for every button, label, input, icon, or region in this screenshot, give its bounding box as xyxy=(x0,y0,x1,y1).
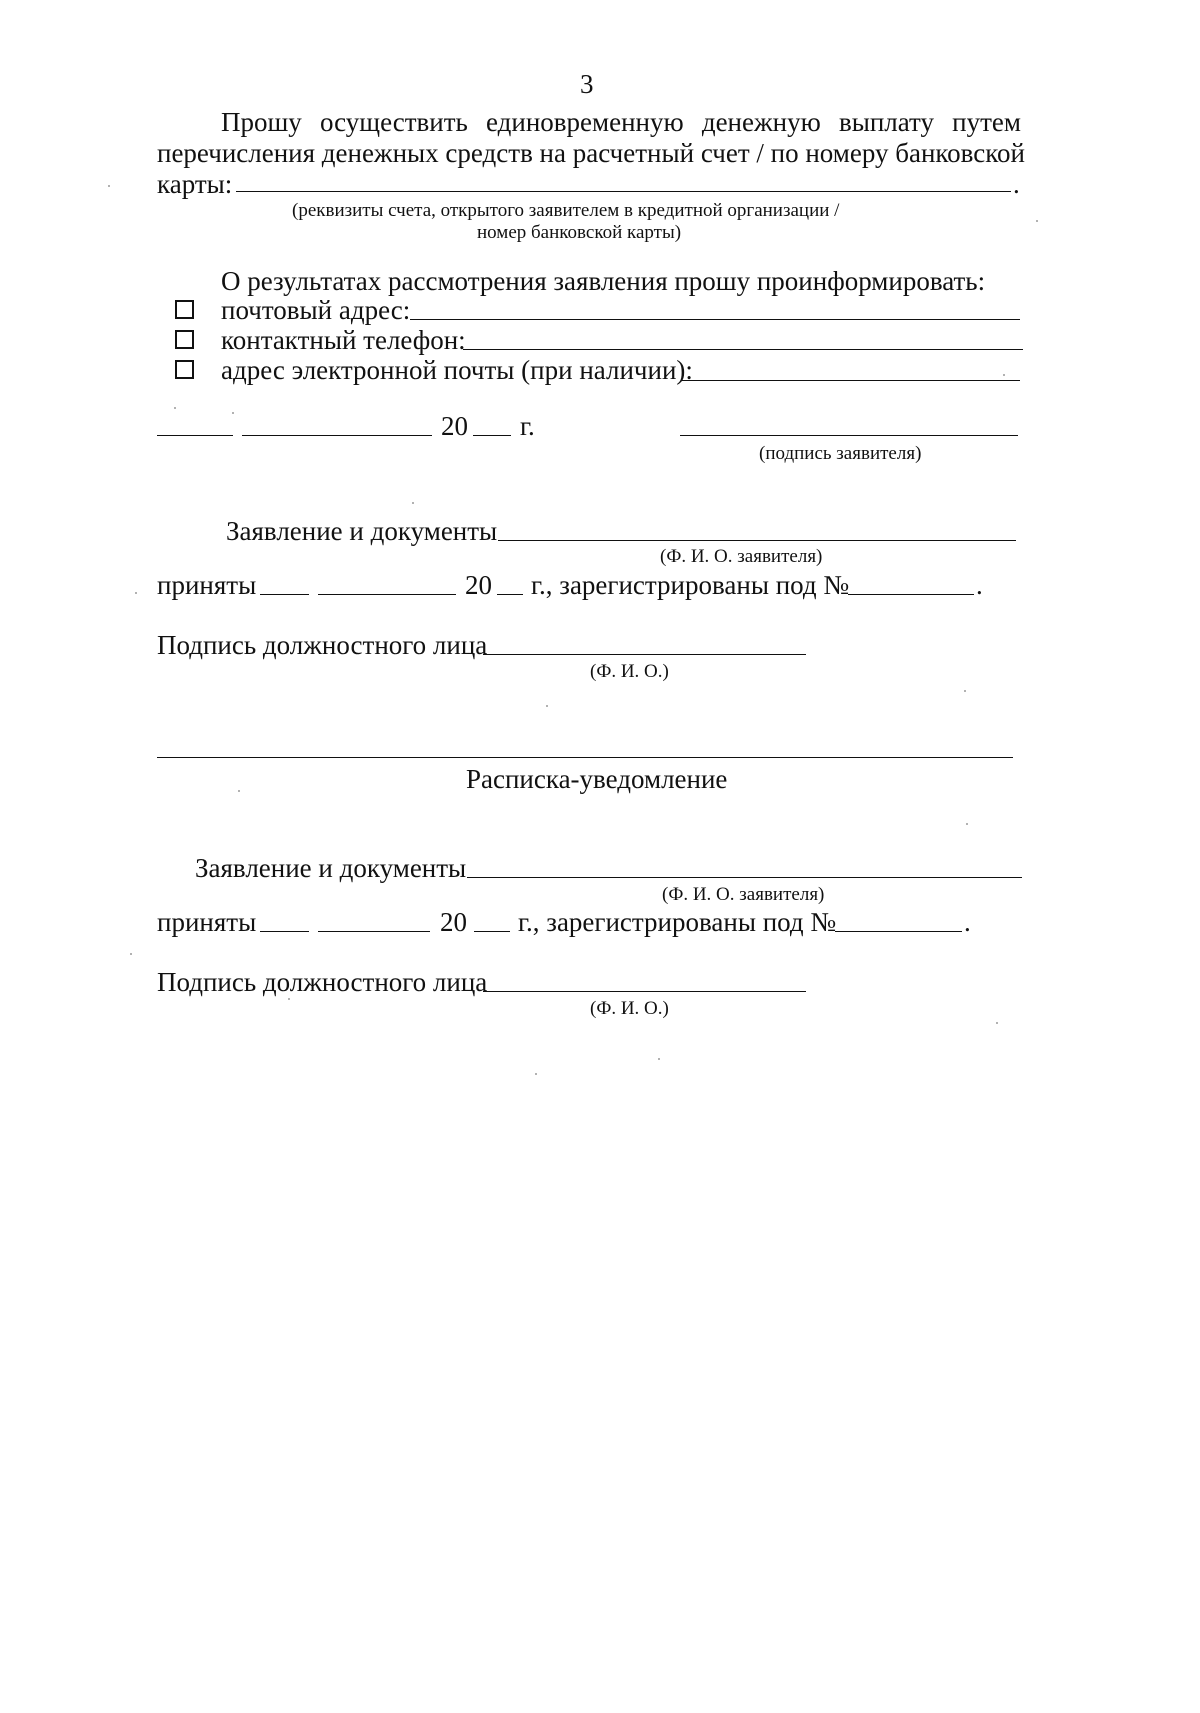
registered-label-top: г., зарегистрированы под № xyxy=(531,570,850,600)
phone-field[interactable] xyxy=(463,349,1023,350)
scan-speck xyxy=(535,1073,537,1075)
registration-number-field-top[interactable] xyxy=(848,594,974,595)
payment-text-line-1: Прошу осуществить единовременную денежную выплату путем xyxy=(221,107,1021,137)
signature-caption: (подпись заявителя) xyxy=(759,443,922,464)
date-month-field[interactable] xyxy=(242,435,432,436)
email-field[interactable] xyxy=(682,380,1020,381)
applicant-fio-field-top[interactable] xyxy=(498,540,1016,541)
accepted-day-field-bottom[interactable] xyxy=(260,931,309,932)
accepted-month-field-top[interactable] xyxy=(318,594,456,595)
official-signature-field-bottom[interactable] xyxy=(483,991,806,992)
receipt-notice-title: Расписка-уведомление xyxy=(466,764,728,794)
official-signature-label-top: Подпись должностного лица xyxy=(157,630,488,660)
payment-card-label: карты: xyxy=(157,169,233,199)
scan-speck xyxy=(288,998,290,1000)
year-prefix: 20 xyxy=(441,411,468,441)
payment-text-line-2: перечисления денежных средств на расчетный счет / по номеру банковской xyxy=(157,138,1025,168)
accepted-label-top: приняты xyxy=(157,570,257,600)
account-caption-line-2: номер банковской карты) xyxy=(477,222,682,243)
accepted-year-prefix-bottom: 20 xyxy=(440,907,467,937)
phone-checkbox[interactable] xyxy=(175,330,194,349)
scan-speck xyxy=(232,412,234,414)
postal-address-field[interactable] xyxy=(410,319,1020,320)
registered-end-top: . xyxy=(976,570,983,600)
scan-speck xyxy=(108,185,110,187)
scan-speck xyxy=(130,953,132,955)
postal-address-label: почтовый адрес: xyxy=(221,295,411,325)
scan-speck xyxy=(174,407,176,409)
official-signature-field-top[interactable] xyxy=(483,654,806,655)
accepted-year-field-bottom[interactable] xyxy=(474,931,510,932)
account-details-field[interactable] xyxy=(236,191,1011,192)
scan-speck xyxy=(658,1058,660,1060)
official-signature-label-bottom: Подпись должностного лица xyxy=(157,967,488,997)
accepted-year-field-top[interactable] xyxy=(497,594,523,595)
year-suffix: г. xyxy=(520,411,535,441)
scan-speck xyxy=(412,502,414,504)
applicant-fio-caption-top: (Ф. И. О. заявителя) xyxy=(660,546,823,567)
page-number: 3 xyxy=(580,69,594,99)
registration-number-field-bottom[interactable] xyxy=(835,931,962,932)
applicant-signature-field[interactable] xyxy=(680,435,1018,436)
docs-label-bottom: Заявление и документы xyxy=(195,853,467,883)
applicant-fio-field-bottom[interactable] xyxy=(467,877,1022,878)
scan-speck xyxy=(238,790,240,792)
scan-speck xyxy=(1036,220,1038,222)
cut-line xyxy=(157,757,1013,758)
date-year-field[interactable] xyxy=(473,435,511,436)
payment-line-end: . xyxy=(1013,169,1020,199)
scan-speck xyxy=(996,1022,998,1024)
docs-label-top: Заявление и документы xyxy=(226,516,498,546)
official-fio-caption-bottom: (Ф. И. О.) xyxy=(590,998,669,1019)
email-checkbox[interactable] xyxy=(175,360,194,379)
accepted-day-field-top[interactable] xyxy=(260,594,309,595)
email-label: адрес электронной почты (при наличии): xyxy=(221,355,693,385)
phone-label: контактный телефон: xyxy=(221,325,466,355)
applicant-fio-caption-bottom: (Ф. И. О. заявителя) xyxy=(662,884,825,905)
scan-speck xyxy=(135,592,137,594)
scan-speck xyxy=(546,705,548,707)
scan-speck xyxy=(966,823,968,825)
date-day-field[interactable] xyxy=(157,435,233,436)
account-caption-line-1: (реквизиты счета, открытого заявителем в кредитной организации / xyxy=(292,200,840,221)
scan-speck xyxy=(1003,374,1005,376)
official-fio-caption-top: (Ф. И. О.) xyxy=(590,661,669,682)
registered-label-bottom: г., зарегистрированы под № xyxy=(518,907,837,937)
accepted-year-prefix-top: 20 xyxy=(465,570,492,600)
postal-address-checkbox[interactable] xyxy=(175,300,194,319)
registered-end-bottom: . xyxy=(964,907,971,937)
scan-speck xyxy=(964,690,966,692)
accepted-label-bottom: приняты xyxy=(157,907,257,937)
accepted-month-field-bottom[interactable] xyxy=(318,931,430,932)
inform-heading: О результатах рассмотрения заявления прошу проинформировать: xyxy=(221,266,986,296)
